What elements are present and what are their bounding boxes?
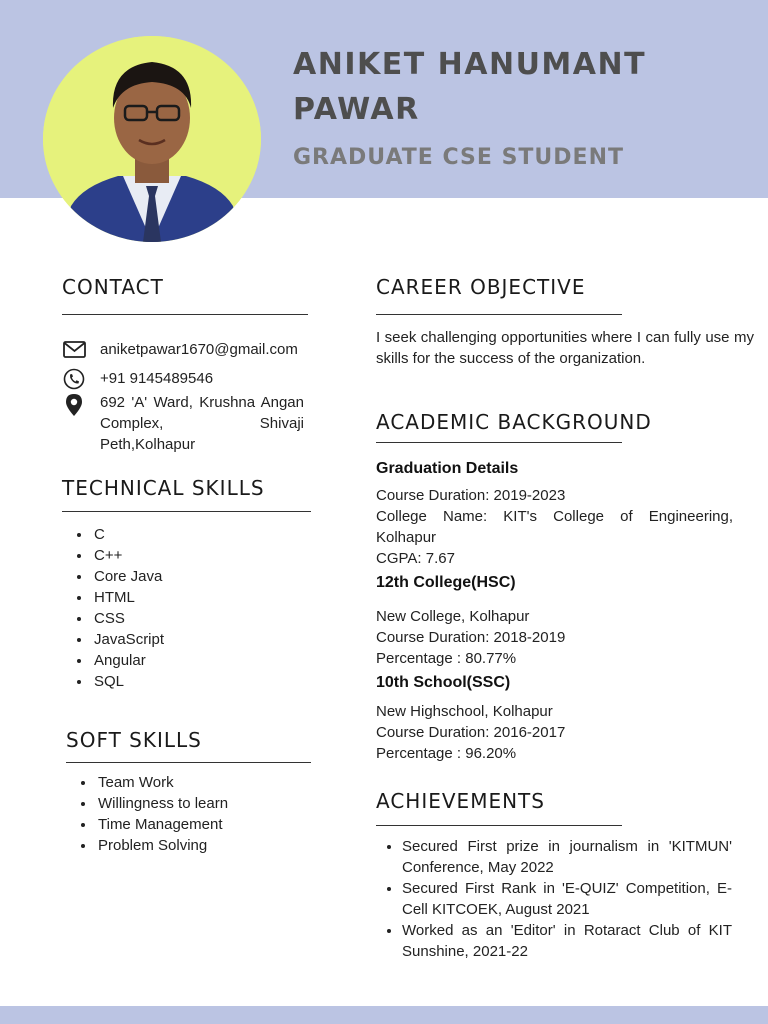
list-item: • Secured First Rank in 'E-QUIZ' Competition, E-Cell KITCOEK, August 2021: [402, 878, 732, 920]
envelope-icon: [62, 339, 88, 361]
contact-address: 692 'A' Ward, Krushna Angan Complex, Shivaji Peth,Kolhapur: [100, 394, 304, 453]
footer-band: [0, 1006, 768, 1024]
contact-address-row: [62, 392, 332, 455]
person-portrait-icon: [43, 36, 261, 242]
graduation-heading: Graduation Details: [376, 460, 519, 477]
career-objective-text: I seek challenging opportunities where I can fully use my skills for the success of the organization.: [376, 329, 754, 367]
list-item: • Angular: [92, 650, 164, 671]
contact-email[interactable]: aniketpawar1670@gmail.com: [100, 341, 298, 358]
list-item: • HTML: [92, 587, 164, 608]
technical-skills-title: TECHNICAL SKILLS: [62, 476, 265, 500]
achievements-divider: [376, 825, 622, 826]
contact-divider: [62, 314, 308, 315]
phone-icon: [62, 368, 88, 390]
ssc-heading: 10th School(SSC): [376, 674, 511, 691]
contact-email-row: [62, 339, 332, 361]
ssc-line: Percentage : 96.20%: [376, 745, 517, 762]
contact-phone[interactable]: +91 9145489546: [100, 370, 214, 387]
list-item: • Team Work: [96, 772, 228, 793]
technical-skills-list: [72, 524, 164, 692]
career-objective-title: CAREER OBJECTIVE: [376, 275, 586, 299]
list-item: • Problem Solving: [96, 835, 228, 856]
list-item: • Worked as an 'Editor' in Rotaract Club of KIT Sunshine, 2021-22: [402, 920, 732, 962]
achievements-title: ACHIEVEMENTS: [376, 789, 545, 813]
list-item: • Time Management: [96, 814, 228, 835]
soft-skills-divider: [66, 762, 311, 763]
list-item: • SQL: [92, 671, 164, 692]
contact-title: CONTACT: [62, 275, 164, 299]
career-objective-divider: [376, 314, 622, 315]
hsc-heading: 12th College(HSC): [376, 574, 516, 591]
academic-title: ACADEMIC BACKGROUND: [376, 410, 652, 434]
soft-skills-list: [76, 772, 228, 856]
hsc-line: Percentage : 80.77%: [376, 650, 517, 667]
soft-skills-title: SOFT SKILLS: [66, 728, 202, 752]
candidate-name: ANIKET HANUMANT PAWAR: [293, 47, 647, 127]
list-item: • CSS: [92, 608, 164, 629]
achievements-list: [376, 836, 732, 962]
list-item: • C: [92, 524, 164, 545]
technical-skills-divider: [62, 511, 311, 512]
list-item: • C++: [92, 545, 164, 566]
profile-photo: [43, 36, 261, 242]
list-item: • Willingness to learn: [96, 793, 228, 814]
ssc-line: New Highschool, Kolhapur: [376, 703, 553, 720]
contact-phone-row: [62, 368, 332, 390]
list-item: • JavaScript: [92, 629, 164, 650]
hsc-line: New College, Kolhapur: [376, 608, 530, 625]
hsc-line: Course Duration: 2018-2019: [376, 629, 566, 646]
graduation-line: CGPA: 7.67: [376, 550, 455, 567]
hsc-details: [376, 606, 733, 669]
graduation-line: Course Duration: 2019-2023: [376, 487, 566, 504]
candidate-subtitle: GRADUATE CSE STUDENT: [293, 145, 624, 170]
list-item: • Core Java: [92, 566, 164, 587]
ssc-details: [376, 701, 733, 764]
graduation-details: [376, 485, 733, 569]
academic-divider: [376, 442, 622, 443]
list-item: • Secured First prize in journalism in 'KITMUN' Conference, May 2022: [402, 836, 732, 878]
graduation-line: College Name: KIT's College of Engineering, Kolhapur: [376, 508, 733, 546]
location-pin-icon: [62, 392, 88, 418]
ssc-line: Course Duration: 2016-2017: [376, 724, 566, 741]
